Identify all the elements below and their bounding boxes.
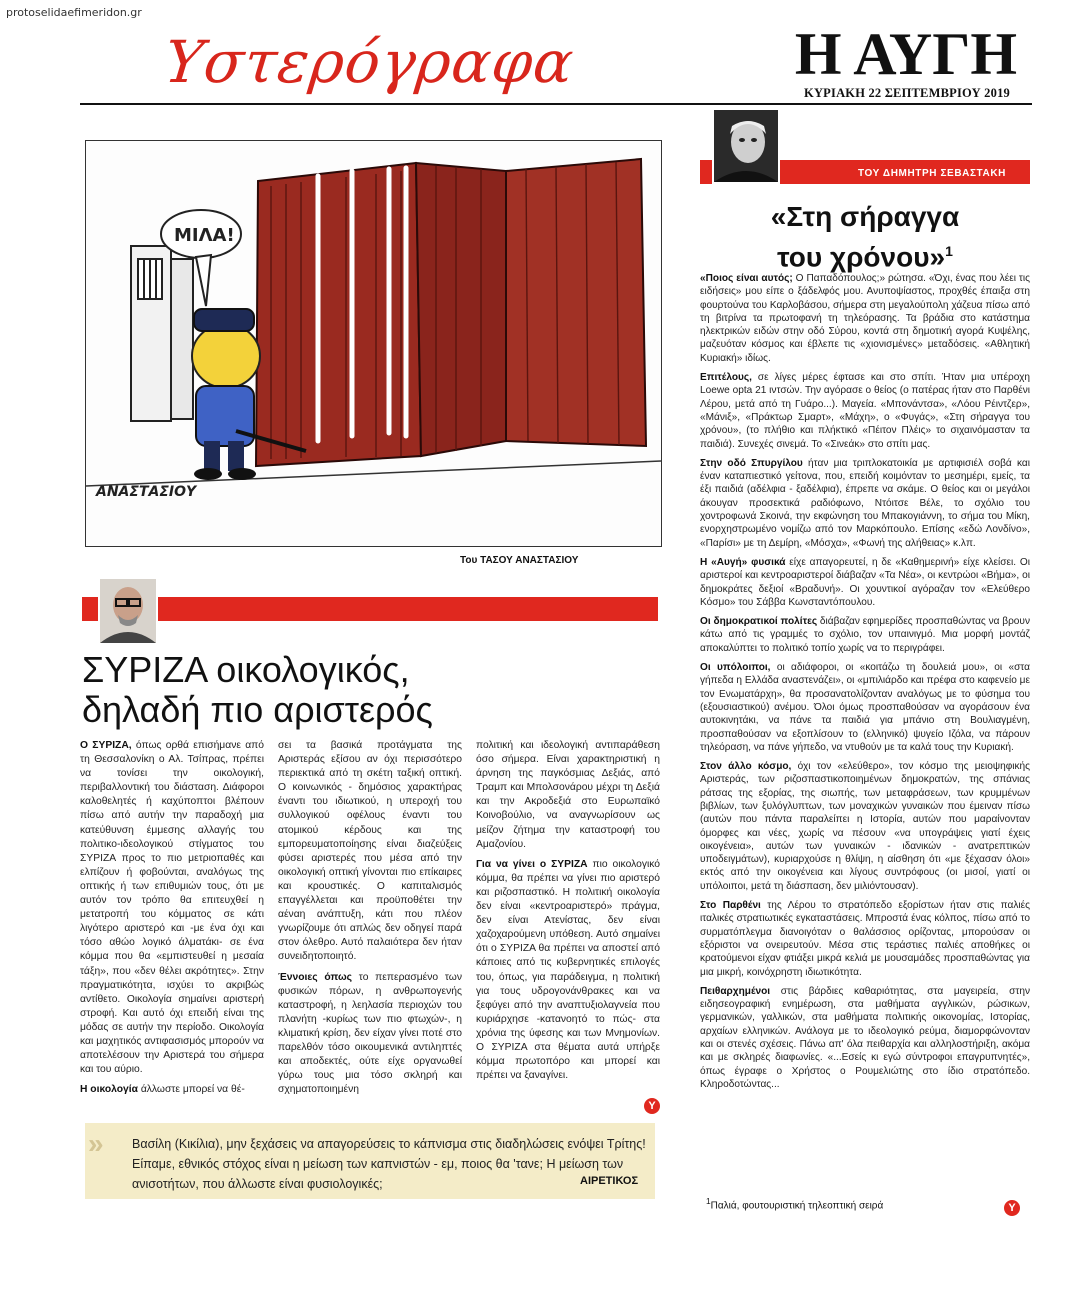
paragraph: σει τα βασικά προτάγματα της Αριστεράς εξίσου αν όχι περισσότερο περιεκτικά από τη σκέτη ταξική οπτική. Ο κοινωνικός - δημόσιος χαρακτήρας έναντι του ιδιωτικού, η υπεροχή του συλλογικού οφέλους έναντι του ατομικού κέρδους και της εμπορευματοποίησης είναι διαζεύξεις φύσει αριστερές που μέσα από την οικολογική οπτική γίνονται πιο επίκαιρες και κρουστικές. Ο καπιταλισμός επαγγέλλεται και προϋποθέτει την αέναη ανάπτυξη, κάτι που πλέον γνωρίζουμε ότι απλώς δεν οδηγεί παρά στον όλεθρο. Αυτό παλαιότερα δεν ήταν συνειδητοποιητό. [278, 740, 462, 963]
paragraph: Επιτέλους, σε λίγες μέρες έφτασε και στο σπίτι. Ήταν μια υπέροχη Loewe opta 21 ιντσών. Την αγόρασε ο θείος (ο πατέρας ήταν στο Παρθένι Λέρου, μετά από τη Γυάρο...). Μαγεία. «Μπονάντσα», «Λόου Ρέιντζερ», «Μάνιξ», «Πράκτωρ Σμαρτ», «Μάχη», ο «Φυγάς», «Στη σήραγγα του χρόνου», (το πλήθιο και πλήκτικό «Πέιτον Πλέις» το σιχαινόμασταν τα παιδιά). Συνεχές σινεμά. Το «Σινεάκ» στο σπίτι μας. [700, 372, 1030, 450]
cartoon-credit: Του ΤΑΣΟΥ ΑΝΑΣΤΑΣΙΟΥ [460, 555, 579, 566]
paragraph: Στον άλλο κόσμο, όχι τον «ελεύθερο», τον κόσμο της μειοψηφικής Αριστεράς, των ριζοσπαστικοποιημένων δημοκρατών, της σπάνιας ράτσας της εξορίας, της σιωπής, των μεταφράσεων, των κρυμμένων βιβλίων, των ξυλόγλυπτων, των μοναχικών γυναικών που έμειναν πίσω (αυτών που πάντα παραλείπει η Ιστορία, αυτών που μαραίνονταν όμορφες και νέες, χωρίς να πέσουν «να υπογράψεις γιατί έχεις οικογένεια», αυτών των γυναικών - ιδανικών - ανατρεπτικών υποδειγμάτων), κυριαρχούσε η θλίψη, η αίσθηση ότι «με ξέχασαν όλοι» εκτός από την οικογένεια και λίγους συντρόφους (οι μισοί, γιατί οι υπόλοιποι, μετά τη διάσπαση, δεν μιλιόντουσαν). [700, 761, 1031, 892]
quote-author: ΑΙΡΕΤΙΚΟΣ [580, 1175, 639, 1187]
paragraph: Οι δημοκρατικοί πολίτες διάβαζαν εφημερίδες προσπαθώντας να βρουν κάτω από τις γραμμές το σχόλιο, τον υπαινιγμό. Μια μορφή μοντάζ αποκαλύπτει το πολιτικό τοπίο χωρίς να το περιγράφει. [700, 616, 1030, 654]
paragraph: «Ποιος είναι αυτός; Ο Παπαδόπουλος;» ρώτησα. «Όχι, ένας που λέει τις ειδήσεις» μου είπε ο ξάδελφός μου. Ανυποψίαστος, προχθές έπαιξα στη φουρτούνα του Καρλοβάσου, σήμερα στη μεγαλούπολη χάζευα πίσω από τη βιτρίνα τα πρωτοφανή τη τηλεόρασης. Τα βράδια στο κατάστημα ηλεκτρικών ειδών στην οδό Σύρου, κοντά στη δημοτική αγορά Κυψέλης, μαζευόταν κόσμος και έβλεπε τις «χιονισμένες» μεταδόσεις. «Αθλητική Κυριακή» ιδίως. [700, 273, 1030, 364]
author-banner-left [82, 597, 658, 621]
paragraph: Έννοιες όπως το πεπερασμένο των φυσικών πόρων, η ανθρωπογενής καταστροφή, η λεηλασία περιοχών του πλανήτη -κυρίως των πιο φτωχών-, η κλιματική κρίση, δεν είχαν γίνει ποτέ στο παρελθόν τόσο οικουμενικά αντιληπτές και αποδεκτές, ούτε είχε οργανωθεί γύρω τους μια τόσο σκληρή και σχηματοποιημένη [278, 971, 462, 1096]
section-title: Υστερόγραφα [161, 28, 578, 96]
double-chevron-icon: » [88, 1128, 104, 1159]
cartoon-drawing [86, 141, 661, 546]
cartoon [85, 140, 662, 547]
paragraph: Οι υπόλοιποι, οι αδιάφοροι, οι «κοιτάζω τη δουλειά μου», οι «στα γήπεδα η Ελλάδα αναστενάζει», οι «μπιλιάρδο και πρέφα στο καφενείο με τον Ενωματάρχη», θα προσανατολίζονταν αναλόγως με το φύσημα του (εξουσιαστικού) ανέμου. Όλοι όμως προσπαθούσαν να αγοράσουν ένα αυτοκινητάκι, να πάνε τα παιδιά για μπάνιο στη Βουλιαγμένη, προσπαθούσαν να εξοπλίσουν το (ελληνικό) ψυγείο Ιζόλα, να πάρουν τηλεόραση, να πάνε γήπεδο, να ντυθούν με τα καλά τους την Κυριακή. [700, 662, 1030, 753]
article-left-col2 [278, 739, 462, 1103]
author-name-left: ΤΟΥ ΓΙΩΡΓΟΥ ΚΥΡΙΤΣΗ [174, 621, 298, 632]
paragraph: Στην οδό Σπυργίλου ήταν μια τριπλοκατοικία με αρτιφισιέλ σοβά και έναν καταπιεστικό γείτονα, που, επειδή κοιμόνταν το μεσημέρι, εμείς, τα έξι παιδιά (αδέλφια - ξαδέλφια), έπρεπε να σκάμε. Ο θείος και οι μεγάλοι άκουγαν προσεκτικά ραδιόφωνο, Ντόιτσε Βέλε, το σχόλιο του χοντροφωνά Σκοινά, την εκφώνηση του Μπακογιάννη, το σήμα του Μίκη, ενορχηστρωμένο νομίζω από τον Μαρκόπουλο. Επίσης «εδώ Λονδίνο», «Παρίσι» με τη Δεμίρη, «Μόσχα», «Φωνή της αλήθειας» κ.λπ. [700, 457, 1030, 549]
headline-right-line2-wrap [700, 234, 1030, 274]
paragraph: Για να γίνει ο ΣΥΡΙΖΑ πιο οικολογικό κόμμα, θα πρέπει να γίνει πιο αριστερό και ριζοσπαστικό. Η πολιτική οικολογία δεν είναι «κεντροαριστερό» πράγμα, δεν είναι Ατενίστας, δεν είναι χαζοχαρούμενη υπόθεση. Αυτό σημαίνει ότι ο ΣΥΡΙΖΑ θα πρέπει να αποστεί από κάποιες από τις κυβερνητικές επιλογές του, όπως, για παράδειγμα, η πολιτική για τους υδρογονάνθρακες και να ξεφύγει από την αναπτυξιολαγνεία που κυριάρχησε -κατανοητό το πώς- στα χρόνια της ύφεσης και των Μνημονίων. Ο ΣΥΡΙΖΑ στα θέματα αυτά υπήρξε κόμμα πρωτοπόρο και μπορεί και πρέπει να ξαναγίνει. [476, 858, 660, 1082]
headline-left [82, 650, 642, 730]
masthead-date: ΚΥΡΙΑΚΗ 22 ΣΕΠΤΕΜΒΡΙΟΥ 2019 [804, 86, 1010, 100]
footnote: $^1$Παλιά, φουτουριστική τηλεοπτική σειρά [706, 1196, 884, 1212]
end-mark-icon: Y [644, 1098, 660, 1114]
headline-right-line1: «Στη σήραγγα [770, 201, 960, 232]
paragraph: πολιτική και ιδεολογική αντιπαράθεση όσο σήμερα. Είναι χαρακτηριστική η άρνηση της παγκόσμιας Δεξιάς, από Τραμπ και Μπολσονάρου μέχρι τη Δεξιά και την Ακροδεξιά στο Ευρωπαϊκό Κοινοβούλιο, να αναγνωρίσουν ως μείζον ζήτημα την καταστροφή του Αμαζονίου. [476, 740, 660, 850]
author-photo-right [712, 108, 780, 184]
author-name-right: ΤΟΥ ΔΗΜΗΤΡΗ ΣΕΒΑΣΤΑΚΗ [858, 168, 1006, 179]
headline-left-line2: δηλαδή πιο αριστερός [82, 689, 433, 730]
cartoon-signature: ΑΝΑΣΤΑΣΙΟΥ [96, 484, 197, 500]
article-left-col1 [80, 739, 264, 1103]
header-rule [80, 103, 1032, 105]
article-right-body [700, 272, 1030, 1097]
paragraph: Η οικολογία άλλωστε μπορεί να θέ- [80, 1084, 245, 1096]
article-left-col3 [476, 739, 660, 1089]
paragraph: Στο Παρθένι της Λέρου το στρατόπεδο εξορίστων ήταν στις παλιές ιταλικές στρατιωτικές εγκαταστάσεις. Μπροστά ένας κόλπος, πίσω από το συρματόπλεγμα διανοιγόταν ο θαλάσσιος ορίζοντας, μπορούσαν οι εξόριστοι να ονειρευτούν. Μέσα στις τεράστιες παλιές αποθήκες οι κρατούμενοι είχαν φτιάξει μικρά κελιά με μουσαμάδες προσπαθώντας για μια μικρή, κοινόχρηστη ιδιωτικότητα. [700, 900, 1030, 978]
headline-right-footnote-mark: 1 [945, 243, 953, 259]
end-mark-icon: Y [1004, 1200, 1020, 1216]
speech-text: ΜΙΛΑ! [174, 225, 235, 246]
watermark: protoselidaefimeridon.gr [6, 6, 142, 19]
headline-left-line1: ΣΥΡΙΖΑ οικολογικός, [82, 649, 410, 690]
masthead-logo: Η ΑΥΓΗ [794, 21, 1018, 87]
paragraph: Η «Αυγή» φυσικά είχε απαγορευτεί, η δε «Καθημερινή» είχε κλείσει. Οι αριστεροί και κεντροαριστεροί διάβαζαν «Τα Νέα», οι κεντρώοι «Βήμα», οι δημοκράτες δεξιοί «Βραδυνή». Οι χουντικοί αγόραζαν τον «Ελεύθερο Κόσμο» του Σάββα Κωνσταντόπουλου. [700, 556, 1031, 608]
headline-right-line2: του χρόνου» [777, 241, 946, 273]
paragraph: Πειθαρχημένοι στις βάρδιες καθαριότητας, στα μαγειρεία, στην ειδησεογραφική ενημέρωση, στα μαθήματα αγγλικών, ρώσικων, γερμανικών, γαλλικών, στα μαθήματα πολιτικής οικονομίας, Ιστορίας, αρχαίων ελληνικών. Ανάλογα με το ιδεολογικό ρεύμα, διαμορφώνονταν και οι στενές σχέσεις. Πάνω απ' όλα πειθαρχία και αλληλοστήριξη, ακόμα και με σκληρές διαφωνίες. «...Εσείς κι εγώ σύντροφοι επαγρυπνητές», όπως έγραφε ο Χρήστος ο Ρουμελιώτης στο ίδιο στρατόπεδο. Κληροδοτώντας... [700, 985, 1030, 1090]
paragraph: Ο ΣΥΡΙΖΑ, όπως ορθά επισήμανε από τη Θεσσαλονίκη ο Αλ. Τσίπρας, πρέπει να τονίσει την οικολογική, περιβαλλοντική του διάσταση. Διάφοροι καλοθελητές ή καχύποπτοι βλέπουν πίσω από αυτήν την παραδοχή μια κατεύθυνση έμμεσης αλλαγής του πολιτικο-ιδεολογικού στίγματος του ΣΥΡΙΖΑ προς το πιο μετριοπαθές και ελπίζουν ή φοβούνται, αναλόγως της οπτικής ή των επιθυμιών τους, ότι με αυτόν τον τρόπο θα επιτευχθεί η μετατροπή του κόμματος σε κάτι λιγότερο αριστερό και -με ένα όχι και τόσο αθώο λογικό άλματάκι- σε ένα κόμμα που θα «εμπιστευθεί η μεσαία τάξη», που «δεν θέλει ακρότητες». Στην πραγματικότητα, ισχύει το ακριβώς αντίθετο. Οικολογία σημαίνει αριστερή στροφή. Και αυτό όχι επειδή είναι της μόδας σε αυτήν την περίοδο. Οικολογία και μαχητικός αντιφασισμός μπορούν να αποτελέσουν την Αριστερά του σήμερα και του αύριο. [80, 740, 264, 1076]
quote-text: Βασίλη (Κικίλια), μην ξεχάσεις να απαγορεύσεις το κάπνισμα στις διαδηλώσεις ενόψει Τρίτης! Είπαμε, εθνικός στόχος είναι η μείωση των καπνιστών - εμ, ποιος θα 'τανε; Η μείωση των ανισοτήτων, που άλλωστε είναι φυσιολογικές; [132, 1137, 646, 1191]
author-photo-left [98, 577, 158, 645]
headline-right [700, 200, 1030, 274]
